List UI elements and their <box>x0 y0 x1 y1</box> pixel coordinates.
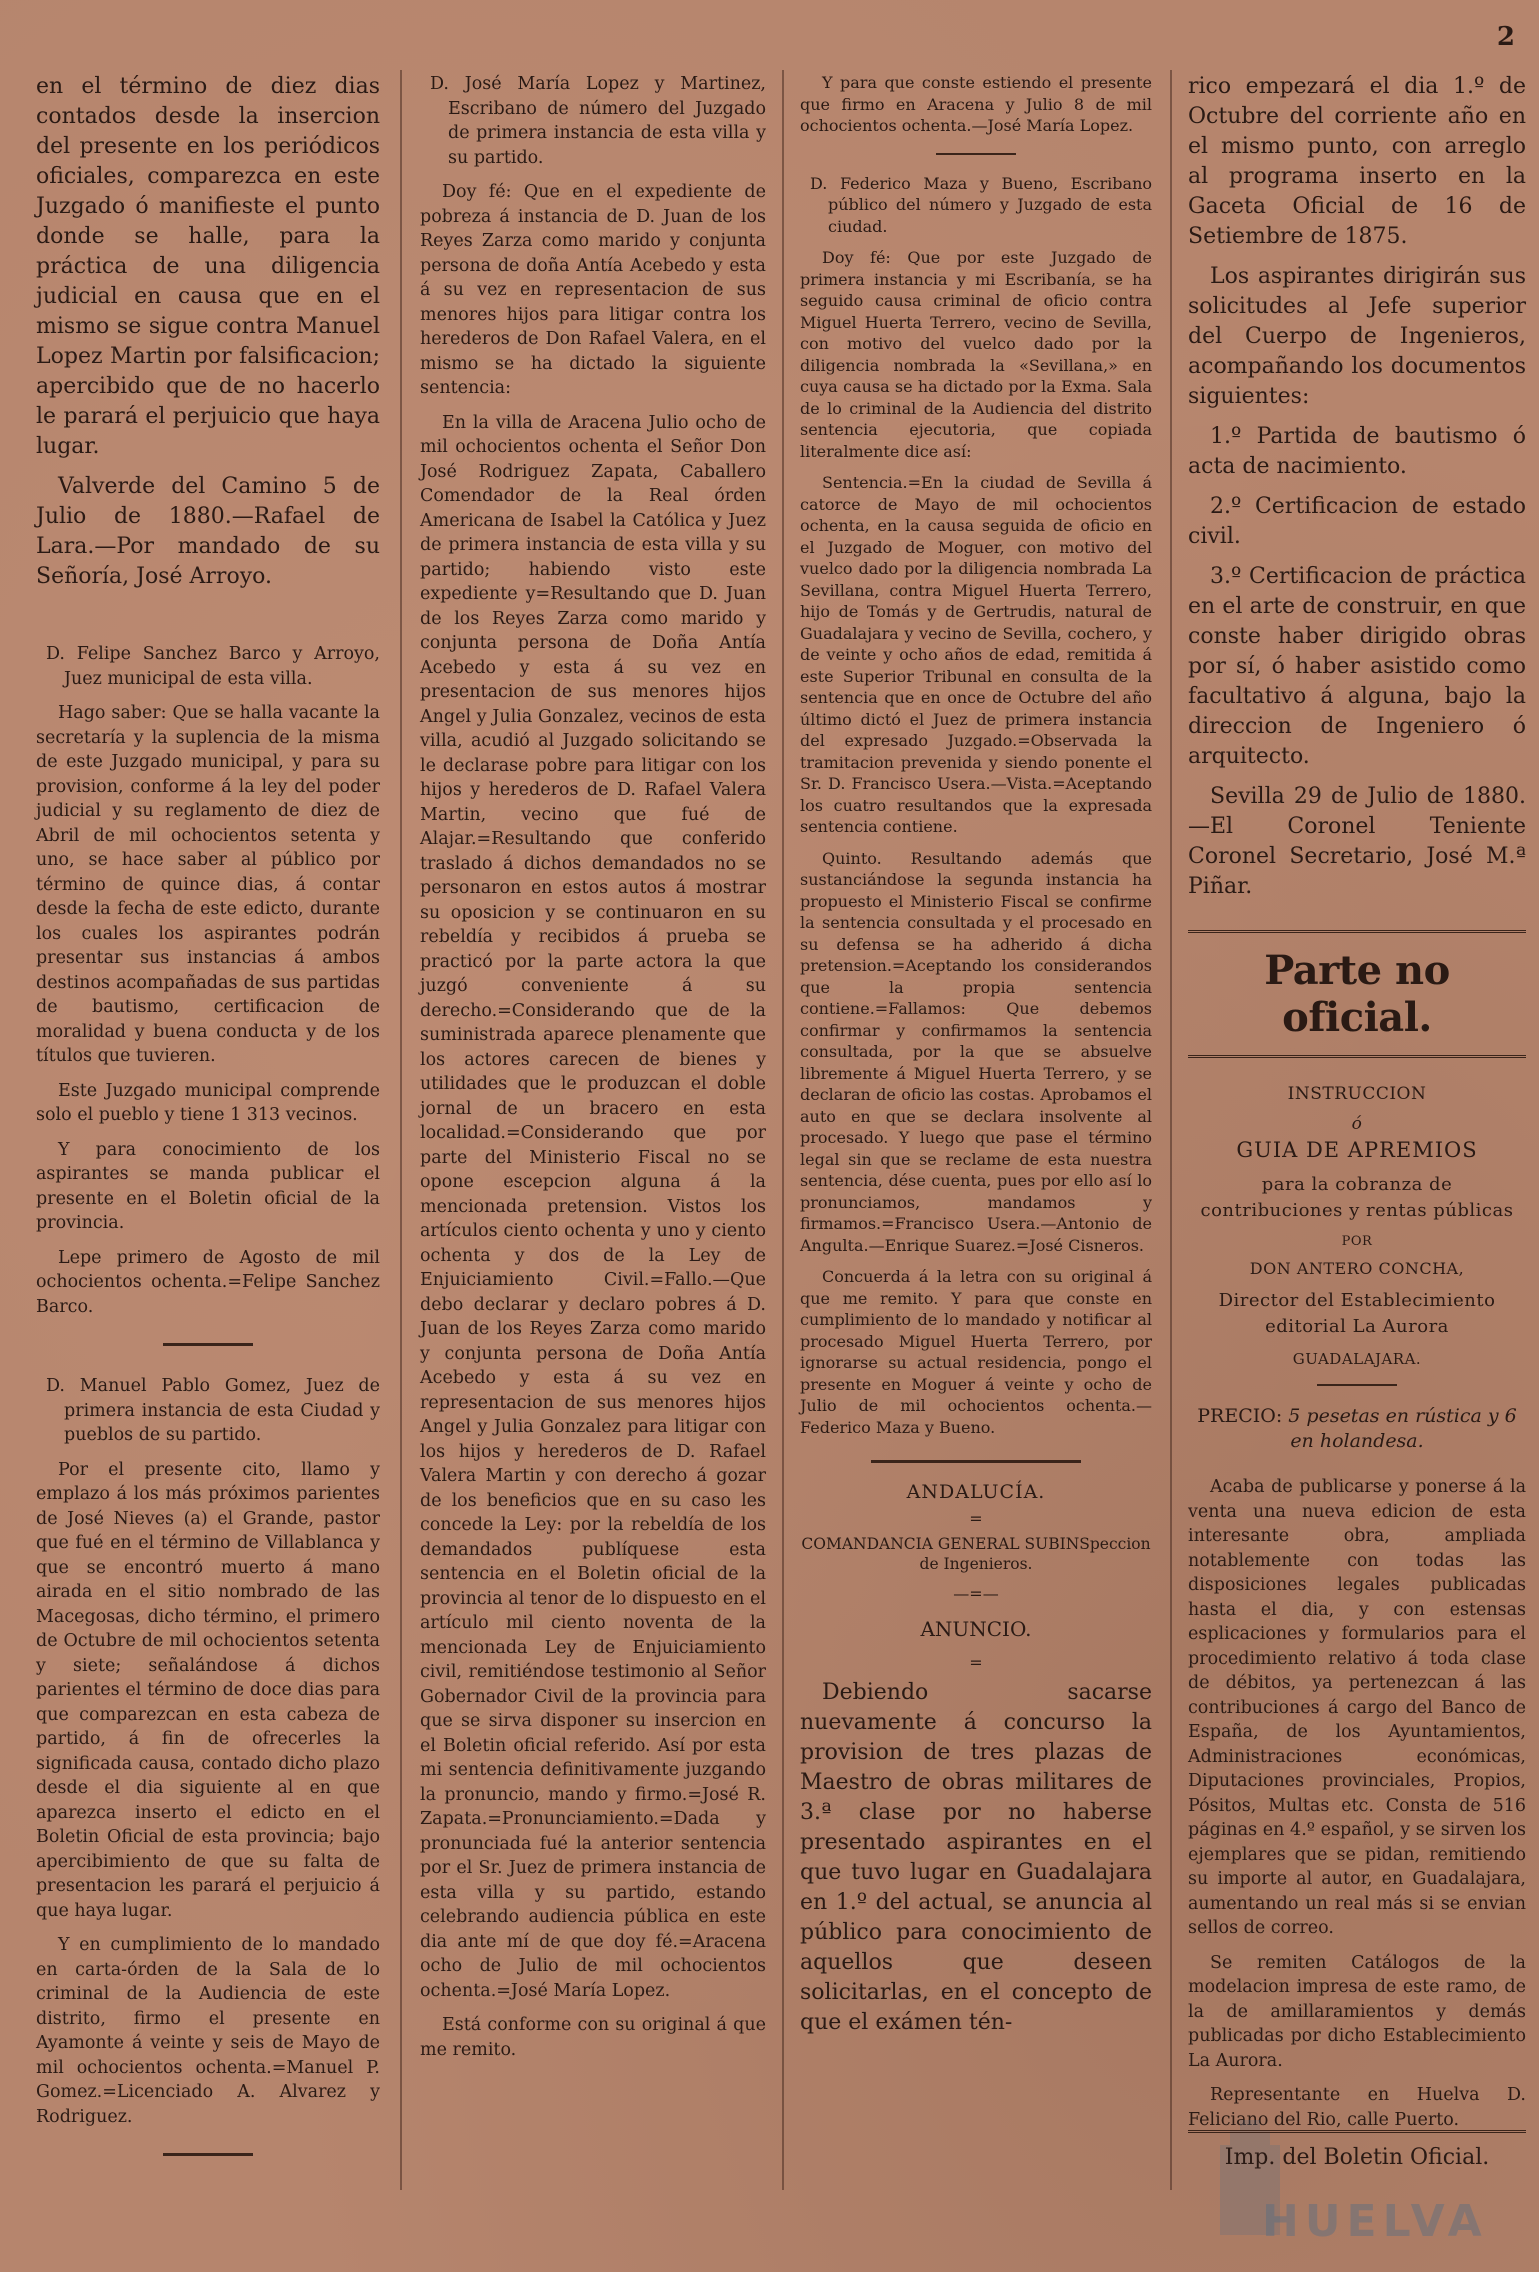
paragraph: Por el presente cito, llamo y emplazo á los más próximos parientes de José Nieves (a) el Grande, pastor que fué en el término de Villablanca y que se encontró muerto á mano airada en el sitio nombrado de las Macegosas, dicho término, el primero de Octubre de mil ochocientos setenta y siete; señalándose á dichos parientes el término de doce dias para que comparezcan en esta cabeza de partido, á fin de ofrecerles la significada causa, contado dicho plazo desde el dia siguiente al en que aparezca inserto el edicto en el Boletin Oficial de esta provincia; bajo apercibimiento de que su falta de presentacion les parará el perjuicio á que haya lugar. <box>36 1459 380 1921</box>
book-title-line: ó <box>1351 1114 1363 1134</box>
column-4 <box>1188 72 1526 2142</box>
section-heading: D. Federico Maza y Bueno, Escribano público del número y Juzgado de esta ciudad. <box>810 173 1152 236</box>
page-number: 2 <box>1496 22 1515 52</box>
paragraph: Concuerda á la letra con su original á que me remito. Y para que conste en cumplimiento de lo mandado y notificar al procesado Miguel Huerta Terrero, por ignorarse su actual residencia, pongo el presente en Moguer á veinte y ocho de Julio de mil ochocientos ochenta.—Federico Maza y Bueno. <box>800 1267 1152 1437</box>
section-banner <box>1188 930 1526 1058</box>
column-3 <box>800 72 1152 2048</box>
section-subtitle: COMANDANCIA GENERAL SUBINSpeccion de Ingenieros. <box>801 1535 1151 1573</box>
book-title-line: INSTRUCCION <box>1287 1084 1427 1104</box>
section-heading: D. Manuel Pablo Gomez, Juez de primera instancia de esta Ciudad y pueblos de su partido. <box>46 1376 380 1445</box>
paragraph: Los aspirantes dirigirán sus solicitudes al Jefe superior del Cuerpo de Ingenieros, acompañando los documentos siguientes: <box>1188 264 1526 409</box>
list-item: 3.º Certificacion de práctica en el arte de construir, en que conste haber dirigido obras por sí, ó haber asistido como facultativo á alguna, bajo la direccion de Ingeniero ó arquitecto. <box>1188 564 1526 769</box>
column-rule <box>782 70 784 2190</box>
ornament: = <box>969 1509 983 1528</box>
paragraph: en el término de diez dias contados desde la insercion del presente en los periódicos oficiales, comparezca en este Juzgado ó manifieste el punto donde se halle, para la práctica de una diligencia judicial en causa que en el mismo se sigue contra Manuel Lopez Martin por falsificacion; apercibido que de no hacerlo le parará el perjuicio que haya lugar. <box>36 74 380 459</box>
region-title: ANDALUCÍA. <box>906 1481 1046 1503</box>
ornament: = <box>969 1653 983 1672</box>
paragraph: Y para conocimiento de los aspirantes se manda publicar el presente en el Boletin oficial de la provincia. <box>36 1139 380 1233</box>
paragraph: Doy fé: Que en el expediente de pobreza á instancia de D. Juan de los Reyes Zarza como marido y conjunta persona de doña Antía Acebedo y esta á su vez en representacion de sus menores hijos para litigar contra los herederos de Don Rafael Valera, en el mismo se ha dictado la siguiente sentencia: <box>420 182 766 398</box>
book-title: GUIA DE APREMIOS <box>1236 1138 1478 1162</box>
paragraph: Y para que conste estiendo el presente que firmo en Aracena y Julio 8 de mil ochocientos ochenta.—José María Lopez. <box>800 73 1152 135</box>
city: GUADALAJARA. <box>1292 1350 1422 1368</box>
separator <box>163 2153 253 2156</box>
author-title: Director del Establecimiento editorial La Aurora <box>1218 1290 1496 1337</box>
list-item: 2.º Certificacion de estado civil. <box>1188 494 1526 549</box>
author: DON ANTERO CONCHA, <box>1249 1259 1465 1278</box>
separator <box>936 153 1016 155</box>
paragraph: Sevilla 29 de Julio de 1880. —El Coronel Teniente Coronel Secretario, José M.ª Piñar. <box>1188 784 1526 899</box>
paragraph: Sentencia.=En la ciudad de Sevilla á catorce de Mayo de mil ochocientos ochenta, en la causa seguida de oficio en el Juzgado de Moguer, con motivo del vuelco dado por la diligencia nombrada La Sevillana, contra Miguel Huerta Terrero, hijo de Tomás y de Gertrudis, natural de Guadalajara y vecino de Sevilla, cochero, y de veinte y ocho años de edad, remitida á este Superior Tribunal en consulta de la sentencia que en once de Octubre del año último dictó el Juez de primera instancia del expresado Juzgado.=Observada la tramitacion prevenida y siendo ponente el Sr. D. Francisco Usera.—Vista.=Aceptando los cuatro resultandos que la expresada sentencia contiene. <box>800 473 1152 836</box>
paragraph: Acaba de publicarse y ponerse á la venta una nueva edicion de esta interesante obra, ampliada notablemente con todas las disposiciones legales publicadas hasta el dia, y con estensas esplicaciones y formularios para el procedimiento relativo á toda clase de débitos, ya pertenezcan á las contribuciones á cargo del Banco de España, de los Ayuntamientos, Administraciones económicas, Diputaciones provinciales, Propios, Pósitos, Multas etc. Consta de 516 páginas en 4.º español, y se sirven los ejemplares que se pidan, remitiendo su importe al autor, en Guadalajara, aumentando un real más si se envian sellos de correo. <box>1188 1477 1526 1938</box>
paragraph: Doy fé: Que por este Juzgado de primera instancia y mi Escribanía, se ha seguido causa criminal de oficio contra Miguel Huerta Terrero, vecino de Sevilla, con motivo del vuelco dado por la diligencia nombrada la «Sevillana,» en cuya causa se ha dictado por la Exma. Sala de lo criminal de la Audiencia del distrito sentencia ejecutoria, que copiada literalmente dice así: <box>800 248 1152 461</box>
paragraph: En la villa de Aracena Julio ocho de mil ochocientos ochenta el Señor Don José Rodriguez Zapata, Caballero Comendador de la Real órden Americana de Isabel la Católica y Juez de primera instancia de esta villa y su partido; habiendo visto este expediente y=Resultando que D. Juan de los Reyes Zarza como marido y conjunta persona de Doña Antía Acebedo y esta á su vez en presentacion de sus menores hijos Angel y Julia Gonzalez, vecinos de esta villa, acudió al Juzgado solicitando se le declarase pobre para litigar con los hijos y herederos de D. Rafael Valera Martin, vecino que fué de Alajar.=Resultando que conferido traslado á dichos demandados no se personaron en estos autos á mostrar su oposicion y se continuaron en su rebeldía y recibidos á prueba se practicó por la parte actora la que juzgó conveniente á su derecho.=Considerando que de la suministrada aparece plenamente que los actores carecen de bienes y utilidades que le produzcan el doble jornal de un bracero en esta localidad.=Considerando que por parte del Ministerio Fiscal no se opone escepcion alguna á la mencionada pretension. Vistos los artículos ciento ochenta y uno y ciento ochenta y dos de la Ley de Enjuiciamiento Civil.=Fallo.—Que debo declarar y declaro pobres á D. Juan de los Reyes Zarza como marido y conjunta persona de Doña Antía Acebedo y esta á su vez en representacion de sus menores hijos Angel y Julia Gonzalez para litigar con los hijos y herederos de D. Rafael Valera Martin y con derecho á gozar de los beneficios que en su caso les concede la Ley: por la rebeldía de los demandados publíquese esta sentencia en el Boletin oficial de la provincia al tenor de lo dispuesto en el artículo mil ciento noventa de la mencionada Ley de Enjuiciamiento civil, remitiéndose testimonio al Señor Gobernador Civil de la provincia para que se sirva disponer su insercion en el Boletin oficial referido. Así por esta mi sentencia definitivamente juzgando la pronuncio, mando y firmo.=José R. Zapata.=Pronunciamiento.=Dada y pronunciada fué la anterior sentencia por el Sr. Juez de primera instancia de esta villa y su partido, estando celebrando audiencia pública en este dia ante mí de que doy fé.=Aracena ocho de Julio de mil ochocientos ochenta.=José María Lopez. <box>420 412 766 2001</box>
list-item: 1.º Partida de bautismo ó acta de nacimiento. <box>1188 424 1526 479</box>
price-value: 5 pesetas en rústica y 6 en holandesa. <box>1288 1405 1517 1452</box>
separator <box>871 1460 1081 1463</box>
paragraph: Debiendo sacarse nuevamente á concurso la provision de tres plazas de Maestro de obras militares de 3.ª clase por no haberse presentado aspirantes en el que tuvo lugar en Guadalajara en 1.º del actual, se anuncia al público para conocimiento de aquellos que deseen solicitarlas, en el concepto de que el exámen tén- <box>800 1680 1152 2035</box>
ornament: —=— <box>953 1584 999 1603</box>
column-2 <box>420 72 766 2072</box>
paragraph: Quinto. Resultando además que sustanciándose la segunda instancia ha propuesto el Ministerio Fiscal se confirme la sentencia consultada y el procesado en su defensa se ha adherido á dicha pretension.=Aceptando los considerandos que la propia sentencia contiene.=Fallamos: Que debemos confirmar y confirmamos la sentencia consultada, por la que se absuelve libremente á Miguel Huerta Terrero, y se declaran de oficio las costas. Aprobamos el auto en que se declara insolvente al procesado. Y luego que pase el término legal sin que se reclame de esta nuestra sentencia, dése cuenta, pues por ello así lo pronunciamos, mandamos y firmamos.=Francisco Usera.—Antonio de Angulta.—Enrique Suarez.=José Cisneros. <box>800 848 1152 1255</box>
paragraph: Valverde del Camino 5 de Julio de 1880.—Rafael de Lara.—Por mandado de su Señoría, José Arroyo. <box>36 474 380 589</box>
column-rule <box>1170 70 1172 2190</box>
paragraph: Hago saber: Que se halla vacante la secretaría y la suplencia de la misma de este Juzgado municipal, y para su provision, conforme á la ley del poder judicial y su reglamento de diez de Abril de mil ochocientos setenta y uno, se hace saber al público por término de quince dias, á contar desde la fecha de este edicto, durante los cuales los aspirantes podrán presentar sus instancias á ambos destinos acompañadas de sus partidas de bautismo, certificacion de moralidad y buena conducta y de los títulos que tuvieren. <box>36 703 380 1066</box>
paragraph: rico empezará el dia 1.º de Octubre del corriente año en el mismo punto, con arreglo al programa inserto en la Gaceta Oficial de 16 de Setiembre de 1875. <box>1188 74 1526 249</box>
section-heading: D. José María Lopez y Martinez, Escribano de número del Juzgado de primera instancia de esta villa y su partido. <box>430 74 766 168</box>
section-heading: D. Felipe Sanchez Barco y Arroyo, Juez municipal de esta villa. <box>46 644 380 689</box>
paragraph: Se remiten Catálogos de la modelacion impresa de este ramo, de la de amillaramientos y demás publicadas por dicho Establecimiento La Aurora. <box>1188 1952 1526 2071</box>
separator <box>1317 1384 1397 1386</box>
price <box>1188 1404 1526 1453</box>
book-subtitle: para la cobranza de contribuciones y rentas públicas <box>1200 1174 1514 1221</box>
paragraph: Está conforme con su original á que me remito. <box>420 2015 766 2060</box>
paragraph: Representante en Huelva D. Feliciano del Rio, calle Puerto. <box>1188 2085 1526 2130</box>
announcement-title: ANUNCIO. <box>920 1617 1032 1641</box>
paragraph: Este Juzgado municipal comprende solo el pueblo y tiene 1 313 vecinos. <box>36 1080 380 1125</box>
column-rule <box>400 70 402 2190</box>
imprint: Imp. del Boletin Oficial. <box>1188 2130 1526 2170</box>
watermark: HUELVA <box>1262 2196 1488 2247</box>
column-1 <box>36 72 380 2184</box>
section-title: Parte no oficial. <box>1264 947 1450 1041</box>
byline: POR <box>1341 1234 1373 1249</box>
paragraph: Lepe primero de Agosto de mil ochocientos ochenta.=Felipe Sanchez Barco. <box>36 1247 380 1317</box>
separator <box>163 1343 253 1346</box>
paragraph: Y en cumplimiento de lo mandado en carta-órden de la Sala de lo criminal de la Audiencia de este distrito, firmo el presente en Ayamonte á veinte y seis de Mayo de mil ochocientos ochenta.=Manuel P. Gomez.=Licenciado A. Alvarez y Rodriguez. <box>36 1935 380 2127</box>
price-label: PRECIO: <box>1197 1405 1283 1427</box>
